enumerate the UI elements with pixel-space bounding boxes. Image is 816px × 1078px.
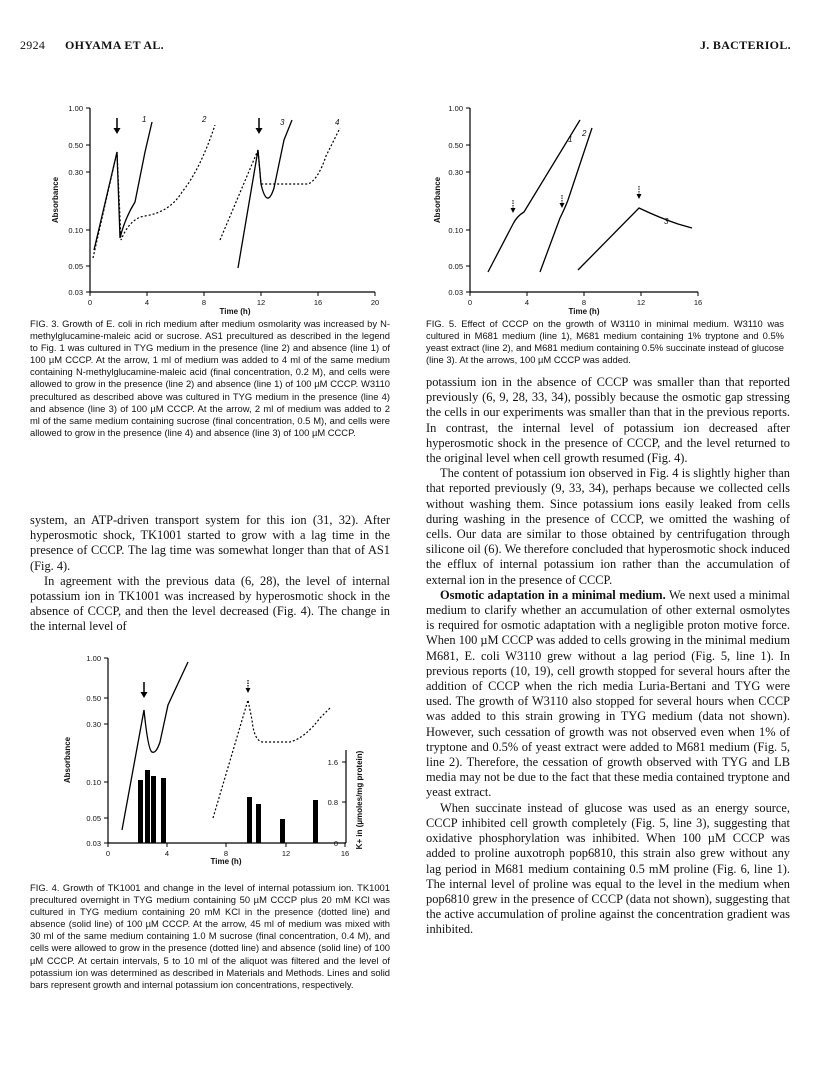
fig3-ytick: 0.50 bbox=[68, 141, 83, 150]
fig5-ytick: 0.10 bbox=[448, 226, 463, 235]
fig5-x-axis-label: Time (h) bbox=[568, 307, 600, 316]
fig3-line-1 bbox=[94, 122, 152, 250]
fig5-xtick: 8 bbox=[581, 298, 587, 307]
fig3-arrow-1 bbox=[114, 118, 121, 134]
fig3-ytick: 0.05 bbox=[68, 262, 83, 271]
fig3-ytick: 0.10 bbox=[68, 226, 83, 235]
fig4-ytick: 0.03 bbox=[86, 839, 101, 848]
fig4-bar bbox=[138, 780, 143, 843]
figure-5 bbox=[420, 100, 720, 315]
fig4-xtick: 8 bbox=[223, 849, 229, 858]
fig5-arrow-2 bbox=[560, 195, 565, 208]
fig4-dotted-line bbox=[213, 700, 330, 818]
fig3-x-ticks bbox=[88, 292, 379, 307]
fig4-bar bbox=[280, 819, 285, 843]
fig4-bar bbox=[247, 797, 252, 843]
fig4-ytick: 0.05 bbox=[86, 814, 101, 823]
fig3-ytick: 0.03 bbox=[68, 288, 83, 297]
fig5-xtick: 16 bbox=[693, 298, 703, 307]
left-paragraph-1: system, an ATP-driven transport system for this ion (31, 32). After hyperosmotic shock, TK1001 started to grow with a lag time in the presence of CCCP. The lag time was somewhat longer than that of AS1 (Fig. 4). bbox=[30, 513, 390, 573]
fig3-xtick: 20 bbox=[370, 298, 380, 307]
fig4-xtick: 12 bbox=[281, 849, 291, 858]
left-body-text bbox=[30, 513, 390, 635]
figure-5-plot bbox=[420, 100, 720, 315]
fig5-ytick: 0.30 bbox=[448, 168, 463, 177]
fig4-y-axis-label: Absorbance bbox=[63, 736, 72, 784]
fig4-ytick: 0.10 bbox=[86, 778, 101, 787]
fig3-line-label: 3 bbox=[280, 118, 285, 127]
journal-name: J. BACTERIOL. bbox=[700, 38, 791, 52]
figure-5-caption: FIG. 5. Effect of CCCP on the growth of W3110 in minimal medium. W3110 was cultured in M681 medium (line 1), M681 medium containing 1% tryptone and 0.5% yeast extract (line 2), and M681 medium containing 0.5% succinate instead of glucose (line 3). At the arrows, 100 µM CCCP was added. bbox=[426, 318, 784, 366]
fig3-x-axis-label: Time (h) bbox=[219, 307, 251, 316]
running-authors: OHYAMA ET AL. bbox=[65, 38, 164, 52]
fig4-y2tick: 0.8 bbox=[327, 798, 338, 807]
fig5-x-ticks bbox=[468, 292, 702, 307]
fig5-line-label: 1 bbox=[568, 135, 573, 144]
fig5-line-1 bbox=[488, 120, 580, 272]
fig4-bar bbox=[313, 800, 318, 843]
fig3-line-label: 4 bbox=[335, 118, 340, 127]
right-body-text bbox=[426, 375, 790, 938]
fig3-line-label: 1 bbox=[142, 115, 147, 124]
fig3-xtick: 4 bbox=[144, 298, 150, 307]
right-paragraph-4: When succinate instead of glucose was used as an energy source, CCCP inhibited cell growth completely (Fig. 5, line 3), suggesting that oxidative phosphorylation was inhibited. When 100 µM CCCP was added to proline auxotroph pop6810, this strain also grew without any lag period in M681 medium containing 0.5 mM proline (Fig. 6, line 1). The internal level of proline was equal to the level in the medium when pop6810 grew in the presence of CCCP (data not shown), suggesting that the active accumulation of proline against the concentration gradient was inhibited. bbox=[426, 800, 790, 937]
fig4-ytick: 1.00 bbox=[86, 654, 101, 663]
fig4-y2tick: 0 bbox=[333, 839, 338, 848]
figure-4-plot bbox=[30, 650, 400, 865]
fig5-line-3 bbox=[578, 208, 692, 270]
fig3-xtick: 8 bbox=[201, 298, 207, 307]
fig3-y-axis-label: Absorbance bbox=[51, 176, 60, 224]
fig4-y2-ticks bbox=[328, 758, 346, 848]
fig5-arrow-1 bbox=[511, 200, 516, 213]
fig3-line-label: 2 bbox=[202, 115, 207, 124]
fig3-ytick: 1.00 bbox=[68, 104, 83, 113]
fig4-xtick: 0 bbox=[105, 849, 111, 858]
fig5-arrow-3 bbox=[637, 186, 642, 199]
figure-4 bbox=[30, 650, 400, 865]
fig3-y-ticks bbox=[68, 104, 90, 297]
left-paragraph-2: In agreement with the previous data (6, 28), the level of internal potassium ion in TK1001 was increased by hyperosmotic shock in the absence of CCCP, and then the level decreased (Fig. 4). The change in the internal level of bbox=[30, 573, 390, 634]
fig4-bar bbox=[145, 770, 150, 843]
right-paragraph-2: The content of potassium ion observed in Fig. 4 is slightly higher than that reported previously (9, 33, 34), perhaps because we collected cells without washing them. Since potassium ions easily leaked from cells during washing in the presence of CCCP, we omitted the washing of cells. Our data are similar to those obtained by centrifugation through silicone oil (6). We therefore concluded that hyperosmotic shock induced the efflux of internal potassium ion rather than the accumulation of external ion in the presence of CCCP. bbox=[426, 466, 790, 587]
figure-3 bbox=[30, 100, 400, 315]
fig3-line-3 bbox=[238, 120, 292, 268]
fig4-ytick: 0.50 bbox=[86, 694, 101, 703]
fig3-xtick: 16 bbox=[313, 298, 323, 307]
fig3-ytick: 0.30 bbox=[68, 168, 83, 177]
fig5-y-ticks bbox=[448, 104, 470, 297]
fig4-arrow-1 bbox=[141, 682, 148, 698]
fig3-arrow-2 bbox=[256, 118, 263, 134]
section-heading: Osmotic adaptation in a minimal medium. bbox=[440, 587, 666, 602]
fig4-xtick: 4 bbox=[164, 849, 170, 858]
figure-4-caption: FIG. 4. Growth of TK1001 and change in the level of internal potassium ion. TK1001 precultured overnight in TYG medium containing 50 µM CCCP plus 20 mM KCl was cultured in TYG medium containing 20 mM KCl in the presence (dotted line) and absence (solid line) of 100 µM CCCP. At the arrow, 45 ml of medium was mixed with 30 ml of the same medium containing 1.0 M sucrose (final concentration, 0.4 M), and cells were allowed to grow in the presence (dotted line) and absence (solid line) of 100 µM CCCP. At certain intervals, 5 to 10 ml of the aliquot was filtered and the level of potassium ion was determined as described in Materials and Methods. Lines and solid bars represent growth and internal potassium ion concentrations, respectively. bbox=[30, 882, 390, 990]
fig4-xtick: 16 bbox=[340, 849, 350, 858]
fig4-bar bbox=[151, 776, 156, 843]
fig5-line-label: 2 bbox=[582, 129, 587, 138]
fig5-ytick: 0.05 bbox=[448, 262, 463, 271]
fig3-xtick: 0 bbox=[87, 298, 93, 307]
fig3-line-4 bbox=[220, 128, 340, 240]
fig5-ytick: 0.50 bbox=[448, 141, 463, 150]
fig4-bar bbox=[256, 804, 261, 843]
fig5-xtick: 4 bbox=[524, 298, 530, 307]
page-number: 2924 bbox=[20, 38, 46, 52]
fig3-xtick: 12 bbox=[256, 298, 266, 307]
right-paragraph-3: Osmotic adaptation in a minimal medium. We next used a minimal medium to clarify whether an accumulation of other external osmolytes is required for osmotic adaptation with a negligible proton motive force. When 100 µM CCCP was added to cells growing in the minimal medium M681, E. coli W3110 grew without a lag period (Fig. 5, line 1). In previous reports (10, 19), cell growth stopped for several hours after the addition of CCCP when the rich media Luria-Bertani and TYG were used. The growth of W3110 also stopped for several hours when CCCP was added to this strain growing in TYG medium (data not shown). However, such cessation of growth was not observed even when 1% of tryptone and 0.5% of yeast extract were added to M681 medium (Fig. 5, line 2). Therefore, the cessation of growth observed with TYG and LB media may not be due to the fact that these media contained tryptone and yeast extract. bbox=[426, 587, 791, 800]
fig5-line-2 bbox=[540, 128, 592, 272]
fig5-line-label: 3 bbox=[664, 217, 669, 226]
fig5-ytick: 0.03 bbox=[448, 288, 463, 297]
fig4-ytick: 0.30 bbox=[86, 720, 101, 729]
fig4-arrow-2 bbox=[246, 680, 251, 693]
fig4-x-ticks bbox=[106, 843, 349, 858]
fig5-xtick: 12 bbox=[636, 298, 646, 307]
fig5-y-axis-label: Absorbance bbox=[433, 176, 442, 224]
figure-3-plot bbox=[30, 100, 400, 315]
fig4-x-axis-label: Time (h) bbox=[210, 857, 242, 866]
figure-3-caption: FIG. 3. Growth of E. coli in rich medium after medium osmolarity was increased by N-methylglucamine-maleic acid or sucrose. AS1 precultured as described in the legend to Fig. 1 was cultured in TYG medium in the presence (line 2) and absence (line 1) of 100 µM CCCP. At the arrow, 1 ml of medium was added to 4 ml of the same medium containing N-methylglucamine-maleic acid (final concentration, 0.2 M), and cells were allowed to grow in the presence (line 2) and absence (line 1) of 100 µM CCCP. W3110 precultured as described above was cultured in TYG medium in the presence (line 4) and absence (line 3) of 100 µM CCCP. At the arrow, 2 ml of medium was added to 2 ml of the same medium containing sucrose (final concentration, 0.5 M), and cells were allowed to grow in the presence (line 4) and absence (line 3) of 100 µM CCCP. bbox=[30, 318, 390, 438]
fig5-xtick: 0 bbox=[467, 298, 473, 307]
fig4-y2-axis-label: K+ in (µmoles/mg protein) bbox=[355, 750, 364, 850]
fig4-y2tick: 1.6 bbox=[327, 758, 338, 767]
fig4-y-ticks bbox=[86, 654, 108, 848]
fig4-bar bbox=[161, 778, 166, 843]
fig3-line-2 bbox=[93, 125, 215, 258]
fig5-ytick: 1.00 bbox=[448, 104, 463, 113]
right-paragraph-1: potassium ion in the absence of CCCP was smaller than that reported previously (6, 9, 28, 33, 34), possibly because the osmotic gap stressing the cells in our experiments was smaller than that in the previous reports. In contrast, the internal level of potassium ion decreased after hyperosmotic shock in the presence of CCCP, and the level returned to the original level when cell growth resumed (Fig. 4). bbox=[426, 375, 790, 466]
